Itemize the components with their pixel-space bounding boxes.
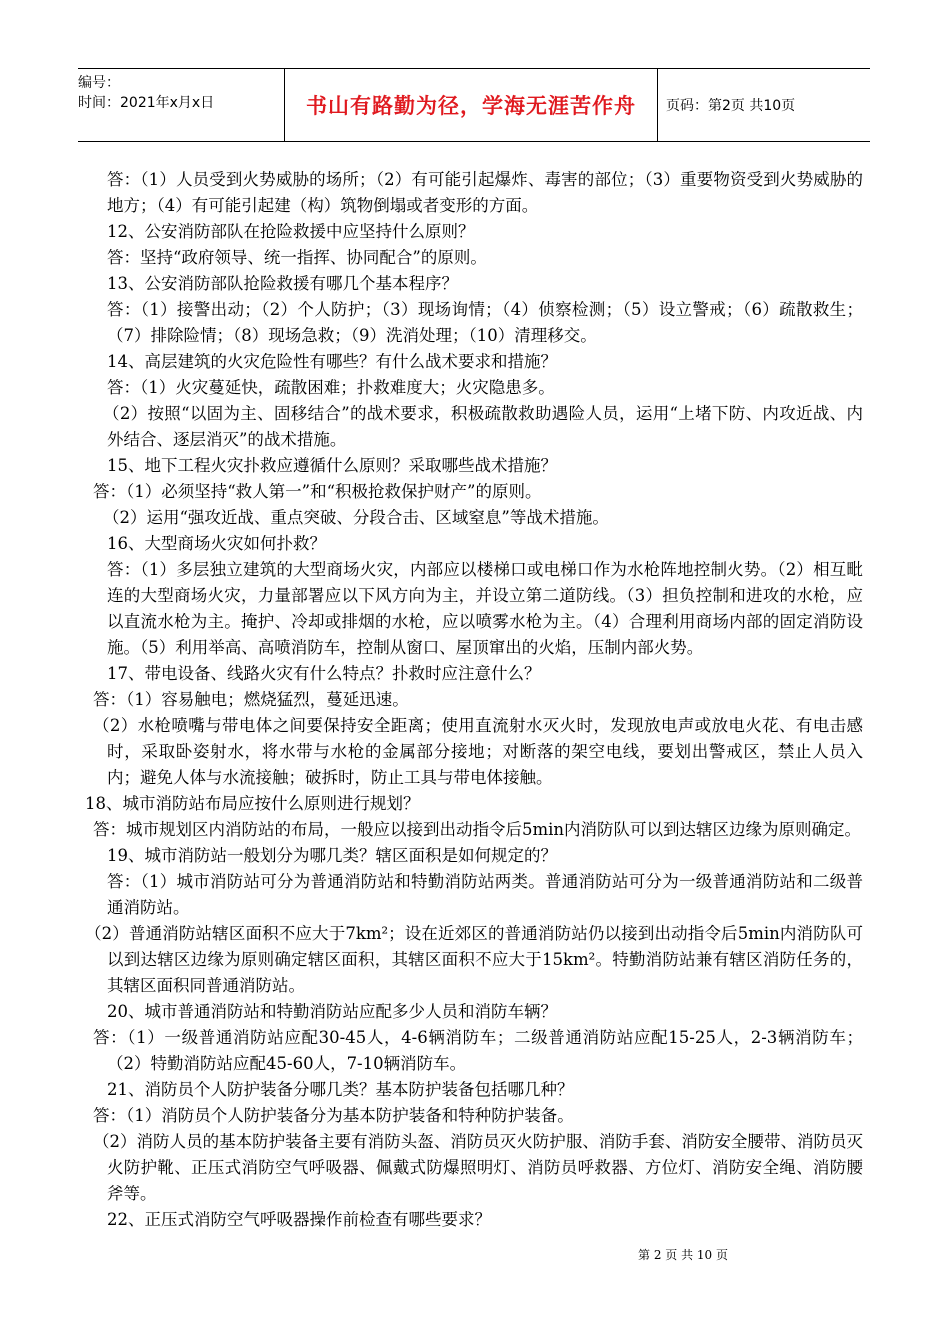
paragraph: （2）运用“强攻近战、重点突破、分段合击、区域窒息”等战术措施。 — [103, 508, 609, 527]
document-body — [85, 167, 863, 1233]
page-footer: 第 2 页 共 10 页 — [638, 1248, 728, 1262]
header-left-cell — [78, 69, 284, 141]
paragraph: 答：（1）火灾蔓延快，疏散困难；扑救难度大；火灾隐患多。 — [107, 378, 555, 397]
paragraph: 答：（1）多层独立建筑的大型商场火灾，内部应以楼梯口或电梯口作为水枪阵地控制火势。（2）相互毗连的大型商场火灾，力量部署应以下风方向为主，并设立第二道防线。（3）担负控制和进攻的水枪，应以直流水枪为主。掩护、冷却或排烟的水枪，应以喷雾水枪为主。（4）合理利用商场内部的固定消防设施。（5）利用举高、高喷消防车，控制从窗口、屋顶窜出的火焰，压制内部火势。 — [107, 560, 863, 657]
paragraph: 答：（1）接警出动；（2）个人防护；（3）现场询情；（4）侦察检测；（5）设立警戒；（6）疏散救生；（7）排除险情；（8）现场急救；（9）洗消处理；（10）清理移交。 — [107, 300, 863, 345]
paragraph: （2）水枪喷嘴与带电体之间要保持安全距离；使用直流射水灭火时，发现放电声或放电火花、有电击感时，采取卧姿射水，将水带与水枪的金属部分接地；对断落的架空电线，要划出警戒区，禁止人员入内；避免人体与水流接触；破拆时，防止工具与带电体接触。 — [93, 716, 863, 787]
paragraph: 17、带电设备、线路火灾有什么特点？扑救时应注意什么？ — [107, 664, 541, 683]
paragraph: 答：（1）人员受到火势威胁的场所；（2）有可能引起爆炸、毒害的部位；（3）重要物资受到火势威胁的地方；（4）有可能引起建（构）筑物倒塌或者变形的方面。 — [107, 170, 863, 215]
paragraph: 答：（1）容易触电；燃烧猛烈，蔓延迅速。 — [93, 690, 409, 709]
paragraph: （2）消防人员的基本防护装备主要有消防头盔、消防员灭火防护服、消防手套、消防安全腰带、消防员灭火防护靴、正压式消防空气呼吸器、佩戴式防爆照明灯、消防员呼救器、方位灯、消防安全绳、消防腰斧等。 — [93, 1132, 863, 1203]
paragraph: 答：（1）消防员个人防护装备分为基本防护装备和特种防护装备。 — [93, 1106, 574, 1125]
paragraph: 21、消防员个人防护装备分哪几类？基本防护装备包括哪几种？ — [107, 1080, 574, 1099]
paragraph: 14、高层建筑的火灾危险性有哪些？有什么战术要求和措施？ — [107, 352, 557, 371]
paragraph: 15、地下工程火灾扑救应遵循什么原则？采取哪些战术措施？ — [107, 456, 557, 475]
paragraph: 12、公安消防部队在抢险救援中应坚持什么原则？ — [107, 222, 475, 241]
header-date-label: 时间：2021年x月x日 — [78, 95, 215, 111]
paragraph: 答：（1）城市消防站可分为普通消防站和特勤消防站两类。普通消防站可分为一级普通消防站和二级普通消防站。 — [107, 872, 863, 917]
paragraph: 答：（1）必须坚持“救人第一”和“积极抢救保护财产”的原则。 — [93, 482, 542, 501]
paragraph: （2）按照“以固为主、固移结合”的战术要求，积极疏散救助遇险人员，运用“上堵下防、内攻近战、内外结合、逐层消灭”的战术措施。 — [103, 404, 863, 449]
header-number-label: 编号： — [78, 75, 120, 91]
paragraph: 16、大型商场火灾如何扑救？ — [107, 534, 326, 553]
paragraph: 19、城市消防站一般划分为哪几类？辖区面积是如何规定的？ — [107, 846, 557, 865]
header-slogan: 书山有路勤为径，学海无涯苦作舟 — [284, 69, 658, 141]
paragraph: 18、城市消防站布局应按什么原则进行规划？ — [85, 794, 420, 813]
paragraph: 20、城市普通消防站和特勤消防站应配多少人员和消防车辆？ — [107, 1002, 557, 1021]
paragraph: 答：（1）一级普通消防站应配30-45人，4-6辆消防车；二级普通消防站应配15-25人，2-3辆消防车；（2）特勤消防站应配45-60人，7-10辆消防车。 — [93, 1028, 863, 1073]
paragraph: （2）普通消防站辖区面积不应大于7km²；设在近郊区的普通消防站仍以接到出动指令后5min内消防队可以到达辖区边缘为原则确定辖区面积，其辖区面积不应大于15km²。特勤消防站兼有辖区消防任务的，其辖区面积同普通消防站。 — [85, 924, 863, 995]
header-page-label: 页码：第2页 共10页 — [666, 98, 796, 114]
paragraph: 答：城市规划区内消防站的布局，一般应以接到出动指令后5min内消防队可以到达辖区边缘为原则确定。 — [93, 820, 862, 839]
paragraph: 22、正压式消防空气呼吸器操作前检查有哪些要求？ — [107, 1210, 491, 1229]
paragraph: 13、公安消防部队抢险救援有哪几个基本程序？ — [107, 274, 458, 293]
page-header — [78, 68, 870, 142]
paragraph: 答：坚持“政府领导、统一指挥、协同配合”的原则。 — [107, 248, 487, 267]
